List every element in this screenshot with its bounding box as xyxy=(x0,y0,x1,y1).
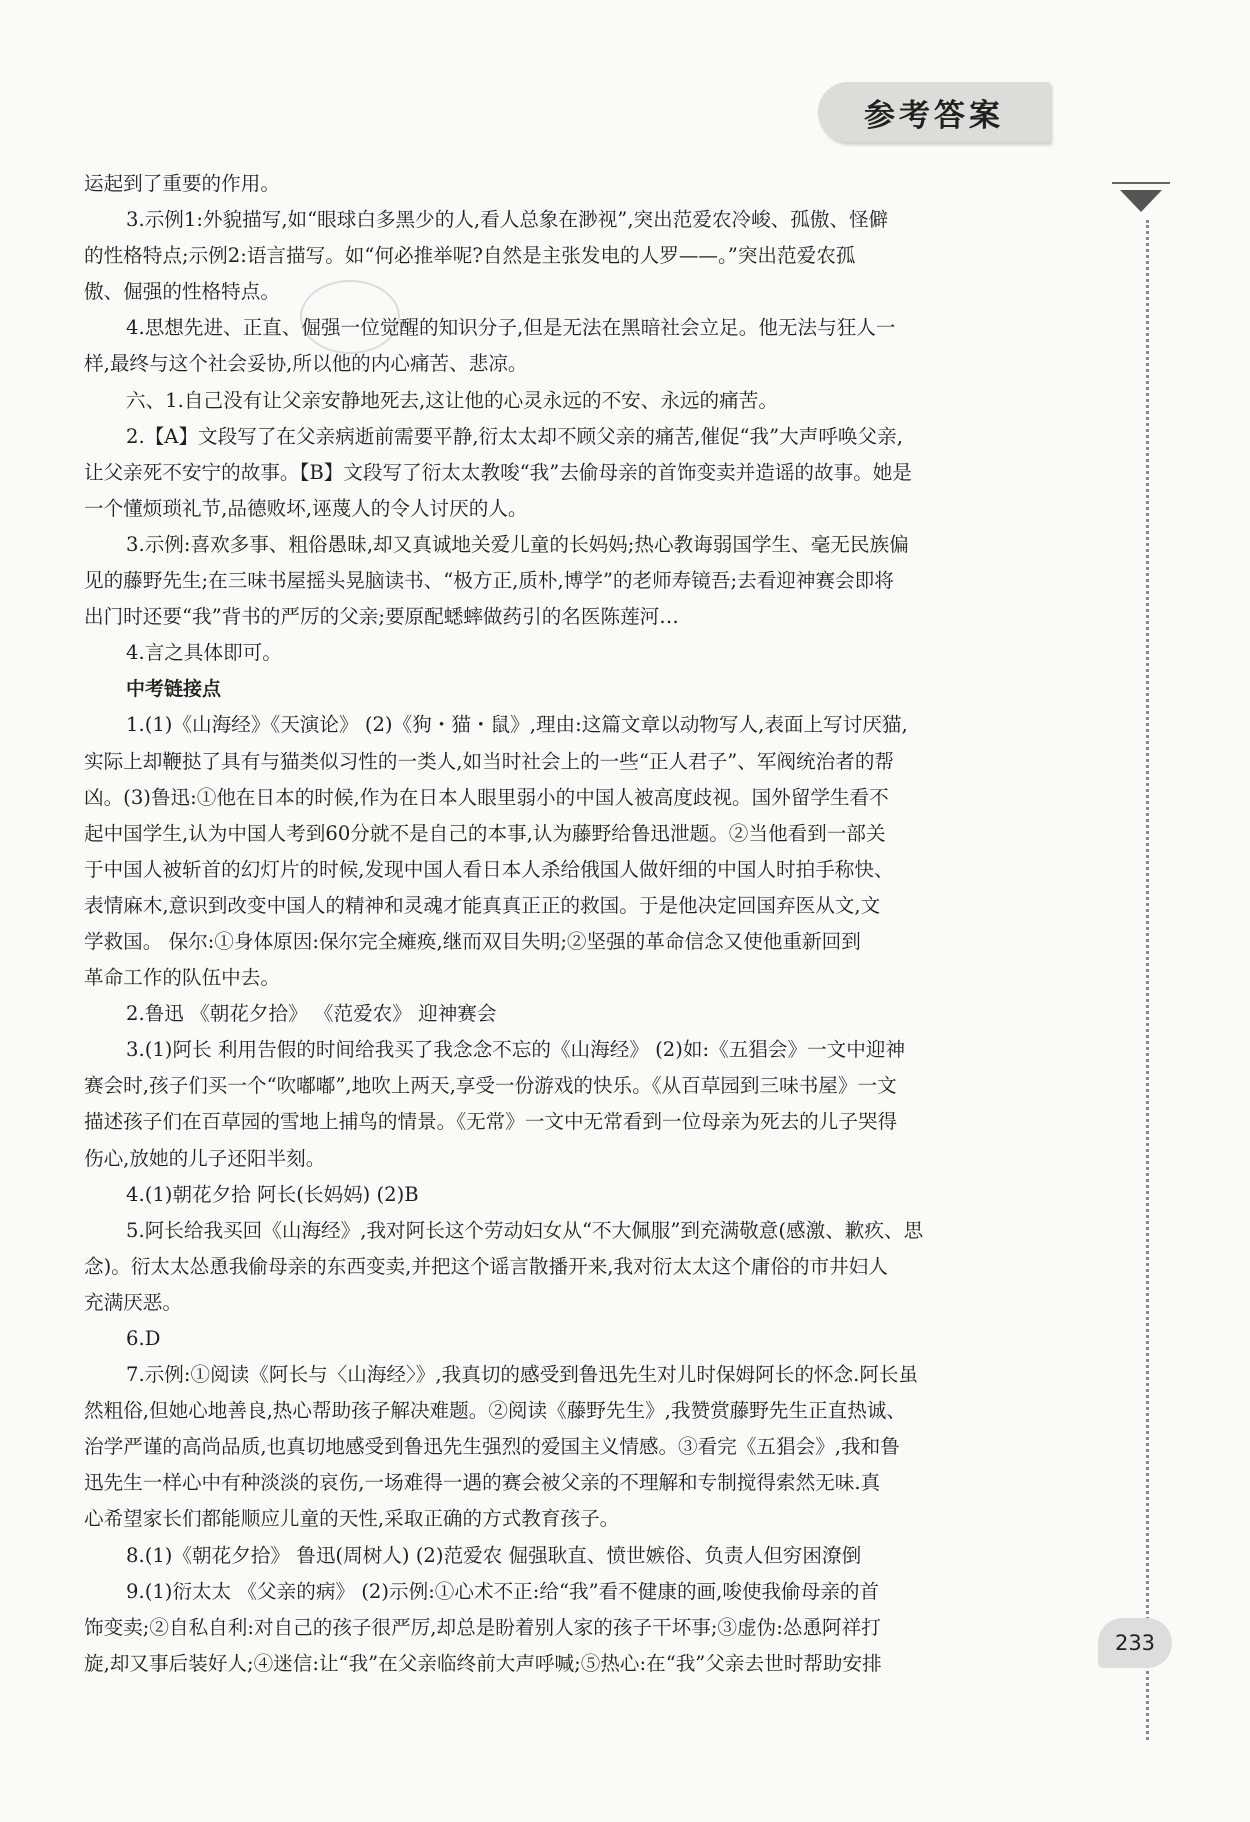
section-heading: 中考链接点 xyxy=(126,678,222,701)
text-line: 然粗俗,但她心地善良,热心帮助孩子解决难题。②阅读《藤野先生》,我赞赏藤野先生正直热诚、 xyxy=(84,1399,907,1423)
text-line: 革命工作的队伍中去。 xyxy=(84,966,280,990)
text-line: 3.示例1:外貌描写,如“眼球白多黑少的人,看人总象在渺视”,突出范爱农冷峻、孤傲、怪僻 xyxy=(126,208,889,232)
page-number-badge xyxy=(1098,1618,1172,1668)
text-line: 心希望家长们都能顺应儿童的天性,采取正确的方式教育孩子。 xyxy=(84,1507,620,1531)
text-line: 2.【A】文段写了在父亲病逝前需要平静,衍太太却不顾父亲的痛苦,催促“我”大声呼唤父亲, xyxy=(126,424,903,448)
text-line: 3.示例:喜欢多事、粗俗愚昧,却又真诚地关爱儿童的长妈妈;热心教诲弱国学生、毫无民族偏 xyxy=(126,532,909,556)
text-line: 表情麻木,意识到改变中国人的精神和灵魂才能真真正正的救国。于是他决定回国弃医从文,文 xyxy=(84,893,881,917)
text-line: 4.言之具体即可。 xyxy=(126,641,282,665)
margin-rule xyxy=(1112,182,1170,184)
text-line: 描述孩子们在百草园的雪地上捕鸟的情景。《无常》一文中无常看到一位母亲为死去的儿子哭得 xyxy=(84,1110,898,1134)
text-line: 治学严谨的高尚品质,也真切地感受到鲁迅先生强烈的爱国主义情感。③看完《五猖会》,我和鲁 xyxy=(84,1435,900,1459)
text-line: 见的藤野先生;在三味书屋摇头晃脑读书、“极方正,质朴,博学”的老师寿镜吾;去看迎神赛会即将 xyxy=(84,569,894,593)
text-line: 1.(1)《山海经》《天演论》 (2)《狗・猫・鼠》,理由:这篇文章以动物写人,表面上写讨厌猫, xyxy=(126,713,908,737)
text-line: 8.(1)《朝花夕拾》 鲁迅(周树人) (2)范爱农 倔强耿直、愤世嫉俗、负责人但穷困潦倒 xyxy=(126,1543,862,1567)
text-line: 9.(1)衍太太 《父亲的病》 (2)示例:①心术不正:给“我”看不健康的画,唆使我偷母亲的首 xyxy=(126,1579,880,1603)
text-line: 旋,却又事后装好人;④迷信:让“我”在父亲临终前大声呼喊;⑤热心:在“我”父亲去世时帮助安排 xyxy=(84,1651,882,1675)
text-line: 起中国学生,认为中国人考到60分就不是自己的本事,认为藤野给鲁迅泄题。②当他看到一部关 xyxy=(84,821,886,845)
text-line: 让父亲死不安宁的故事。【B】文段写了衍太太教唆“我”去偷母亲的首饰变卖并造谣的故事。她是 xyxy=(84,460,912,484)
text-line: 六、1.自己没有让父亲安静地死去,这让他的心灵永远的不安、永远的痛苦。 xyxy=(126,388,778,412)
text-line: 运起到了重要的作用。 xyxy=(84,172,280,195)
text-line: 迅先生一样心中有种淡淡的哀伤,一场难得一遇的赛会被父亲的不理解和专制搅得索然无味.真 xyxy=(84,1471,881,1495)
dotted-margin-guide xyxy=(1146,220,1149,1740)
text-line: 赛会时,孩子们买一个“吹嘟嘟”,地吹上两天,享受一份游戏的快乐。《从百草园到三味书屋》一文 xyxy=(84,1074,897,1098)
text-line: 7.示例:①阅读《阿长与〈山海经〉》,我真切的感受到鲁迅先生对儿时保姆阿长的怀念.阿长虽 xyxy=(126,1363,919,1387)
text-line: 念)。衍太太怂恿我偷母亲的东西变卖,并把这个谣言散播开来,我对衍太太这个庸俗的市井妇人 xyxy=(84,1254,888,1278)
text-line: 学救国。 保尔:①身体原因:保尔完全瘫痪,继而双目失明;②坚强的革命信念又使他重新回到 xyxy=(84,929,861,953)
text-line: 饰变卖;②自私自利:对自己的孩子很严厉,却总是盼着别人家的孩子干坏事;③虚伪:怂恿阿祥打 xyxy=(84,1615,881,1639)
answer-text-block xyxy=(84,166,1076,1682)
text-line: 凶。(3)鲁迅:①他在日本的时候,作为在日本人眼里弱小的中国人被高度歧视。国外留学生看不 xyxy=(84,785,889,809)
text-line: 于中国人被斩首的幻灯片的时候,发现中国人看日本人杀给俄国人做奸细的中国人时拍手称快、 xyxy=(84,857,894,881)
page-number: 233 xyxy=(1114,1631,1156,1655)
text-line: 4.思想先进、正直、倔强一位觉醒的知识分子,但是无法在黑暗社会立足。他无法与狂人一 xyxy=(126,316,896,340)
text-line: 4.(1)朝花夕拾 阿长(长妈妈) (2)B xyxy=(126,1182,419,1206)
text-line: 伤心,放她的儿子还阳半刻。 xyxy=(84,1146,326,1170)
text-line: 3.(1)阿长 利用告假的时间给我买了我念念不忘的《山海经》 (2)如:《五猖会》一文中迎神 xyxy=(126,1038,906,1062)
text-line: 傲、倔强的性格特点。 xyxy=(84,280,280,304)
text-line: 6.D xyxy=(126,1327,161,1350)
text-line: 的性格特点;示例2:语言描写。如“何必推举呢?自然是主张发电的人罗——。”突出范爱农孤 xyxy=(84,244,856,268)
section-header-tab xyxy=(818,82,1050,142)
text-line: 出门时还要“我”背书的严厉的父亲;要原配蟋蟀做药引的名医陈莲河… xyxy=(84,605,679,629)
text-line: 实际上却鞭挞了具有与猫类似习性的一类人,如当时社会上的一些“正人君子”、军阀统治者的帮 xyxy=(84,749,895,773)
text-line: 2.鲁迅 《朝花夕拾》 《范爱农》 迎神赛会 xyxy=(126,1002,497,1026)
text-line: 样,最终与这个社会妥协,所以他的内心痛苦、悲凉。 xyxy=(84,352,528,376)
text-line: 充满厌恶。 xyxy=(84,1290,182,1314)
text-line: 5.阿长给我买回《山海经》,我对阿长这个劳动妇女从“不大佩服”到充满敬意(感激、歉疚、思 xyxy=(126,1218,924,1242)
text-line: 一个懂烦琐礼节,品德败坏,诬蔑人的令人讨厌的人。 xyxy=(84,496,528,520)
section-title: 参考答案 xyxy=(864,97,1004,134)
triangle-down-icon xyxy=(1120,190,1162,212)
